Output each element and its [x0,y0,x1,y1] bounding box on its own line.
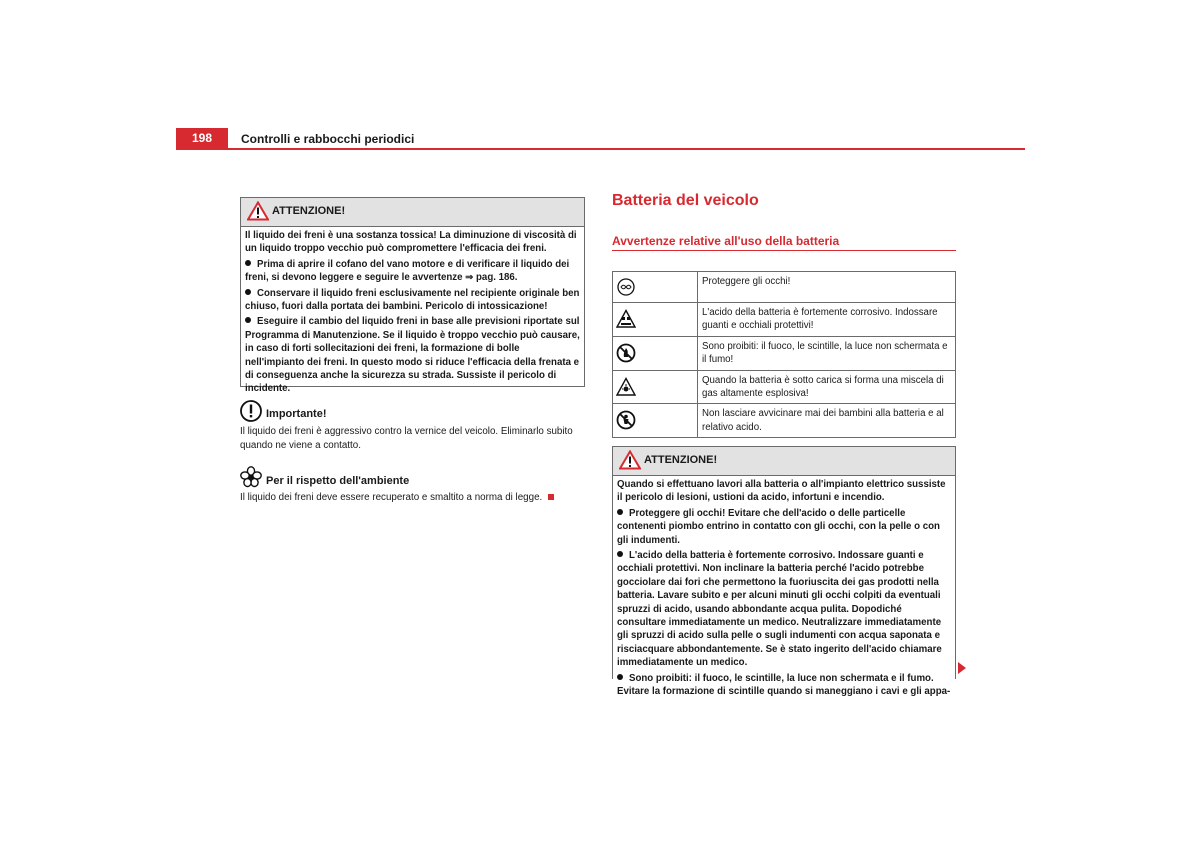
section-title: Batteria del veicolo [612,192,759,209]
symbol-text: Non lasciare avvicinare mai dei bambini alla batteria e al relativo acido. [698,404,956,438]
symbol-cell [613,370,698,404]
warning-intro: Quando si effettuano lavori alla batteria o all'impianto elettrico sussiste il pericolo di lesioni, ustioni da acido, infortuni e incendio. [617,479,946,504]
bullet-icon [617,509,623,515]
explosive-gas-icon [616,377,636,397]
warning-body [613,476,955,699]
symbol-cell [613,303,698,337]
battery-symbols-table [612,271,956,438]
table-row [613,370,956,404]
symbol-text: Sono proibiti: il fuoco, le scintille, la luce non schermata e il fumo! [698,336,956,370]
header-rule [176,148,1025,150]
environment-title: Per il rispetto dell'ambiente [266,475,410,487]
symbol-text: Quando la batteria è sotto carica si forma una miscela di gas altamente esplosiva! [698,370,956,404]
battery-warning-box [612,446,956,698]
environment-flower-icon [240,466,262,488]
symbol-cell [613,272,698,303]
bullet-icon [617,674,623,680]
bullet-icon [617,551,623,557]
symbol-cell [613,336,698,370]
subsection-title: Avvertenze relative all'uso della batteria [612,234,840,248]
symbol-text: Proteggere gli occhi! [698,272,956,303]
bullet-icon [245,260,251,266]
warning-bullet: L'acido della batteria è fortemente corrosivo. Indossare guanti e occhiali protettivi. Non inclinare la batteria perché l'acido potrebbe gocciolare dai fori che permettono la fuoriuscita dei gas prodotti nella batteria. Lavare subito e per alcuni minuti gli occhi colpiti da eventuali spruzzi di acido, usando abbondante acqua pulita. Dopodiché consultare immediatamente un medico. Neutralizzare immediatamente gli spruzzi di acido sulla pelle o sugli indumenti con acqua saponata e risciacquare abbondantemente. Se è stato ingerito dell'acido chiamare immediatamente un medico. [617,550,942,669]
keep-children-away-icon [616,410,636,430]
warning-label: ATTENZIONE! [272,205,346,217]
corrosive-icon [616,309,636,329]
warning-header [613,447,955,476]
important-title: Importante! [266,408,327,420]
warning-bullet: Eseguire il cambio del liquido freni in base alle previsioni riportate sul Programma di Manutenzione. Se il liquido è troppo vecchio può causare, in caso di forti sollecitazioni dei freni, la formazione di bolle nell'impianto dei freni. In questo modo si riduce l'efficacia della frenata e di conseguenza anche la sicurezza su strada. Sussiste il pericolo di incidente. [245,316,580,395]
environment-paragraph [240,491,585,505]
no-fire-icon [616,343,636,363]
running-title: Controlli e rabbocchi periodici [241,132,415,146]
continue-arrow-icon [958,662,966,674]
warning-bullet: Conservare il liquido freni esclusivamente nel recipiente originale ben chiuso, fuori dalla portata dei bambini. Pericolo di intossicazione! [245,287,580,313]
table-row [613,272,956,303]
symbol-text: L'acido della batteria è fortemente corrosivo. Indossare guanti e occhiali protettivi! [698,303,956,337]
end-marker-icon [548,494,554,500]
warning-label: ATTENZIONE! [644,454,718,466]
warning-body [241,227,584,396]
bullet-icon [245,317,251,323]
table-row [613,303,956,337]
warning-header [241,198,584,227]
warning-bullet: Sono proibiti: il fuoco, le scintille, la luce non schermata e il fumo. Evitare la formazione di scintille quando si maneggiano i cavi e gli appa- [617,672,951,698]
table-row [613,336,956,370]
page-number: 198 [176,128,228,148]
warning-bullet: Prima di aprire il cofano del vano motore e di verificare il liquido dei freni, si devono leggere e seguire le avvertenze ⇒ pag. 186. [245,258,570,284]
environment-text: Il liquido dei freni deve essere recuperato e smaltito a norma di legge. [240,492,543,503]
symbol-cell [613,404,698,438]
important-icon [240,400,262,422]
eye-protection-icon [617,278,635,296]
warning-triangle-icon [247,201,269,221]
warning-triangle-icon [619,450,641,470]
table-row [613,404,956,438]
brake-fluid-warning-box [240,197,585,395]
warning-bullet: Proteggere gli occhi! Evitare che dell'acido o delle particelle contenenti piombo entrino in contatto con gli occhi, con la pelle o con gli indumenti. [617,507,940,546]
bullet-icon [245,289,251,295]
warning-intro: Il liquido dei freni è una sostanza tossica! La diminuzione di viscosità di un liquido troppo vecchio può compromettere l'efficacia dei freni. [245,230,577,255]
important-text: Il liquido dei freni è aggressivo contro la vernice del veicolo. Eliminarlo subito quando ne viene a contatto. [240,426,573,451]
subsection-rule [612,250,956,251]
